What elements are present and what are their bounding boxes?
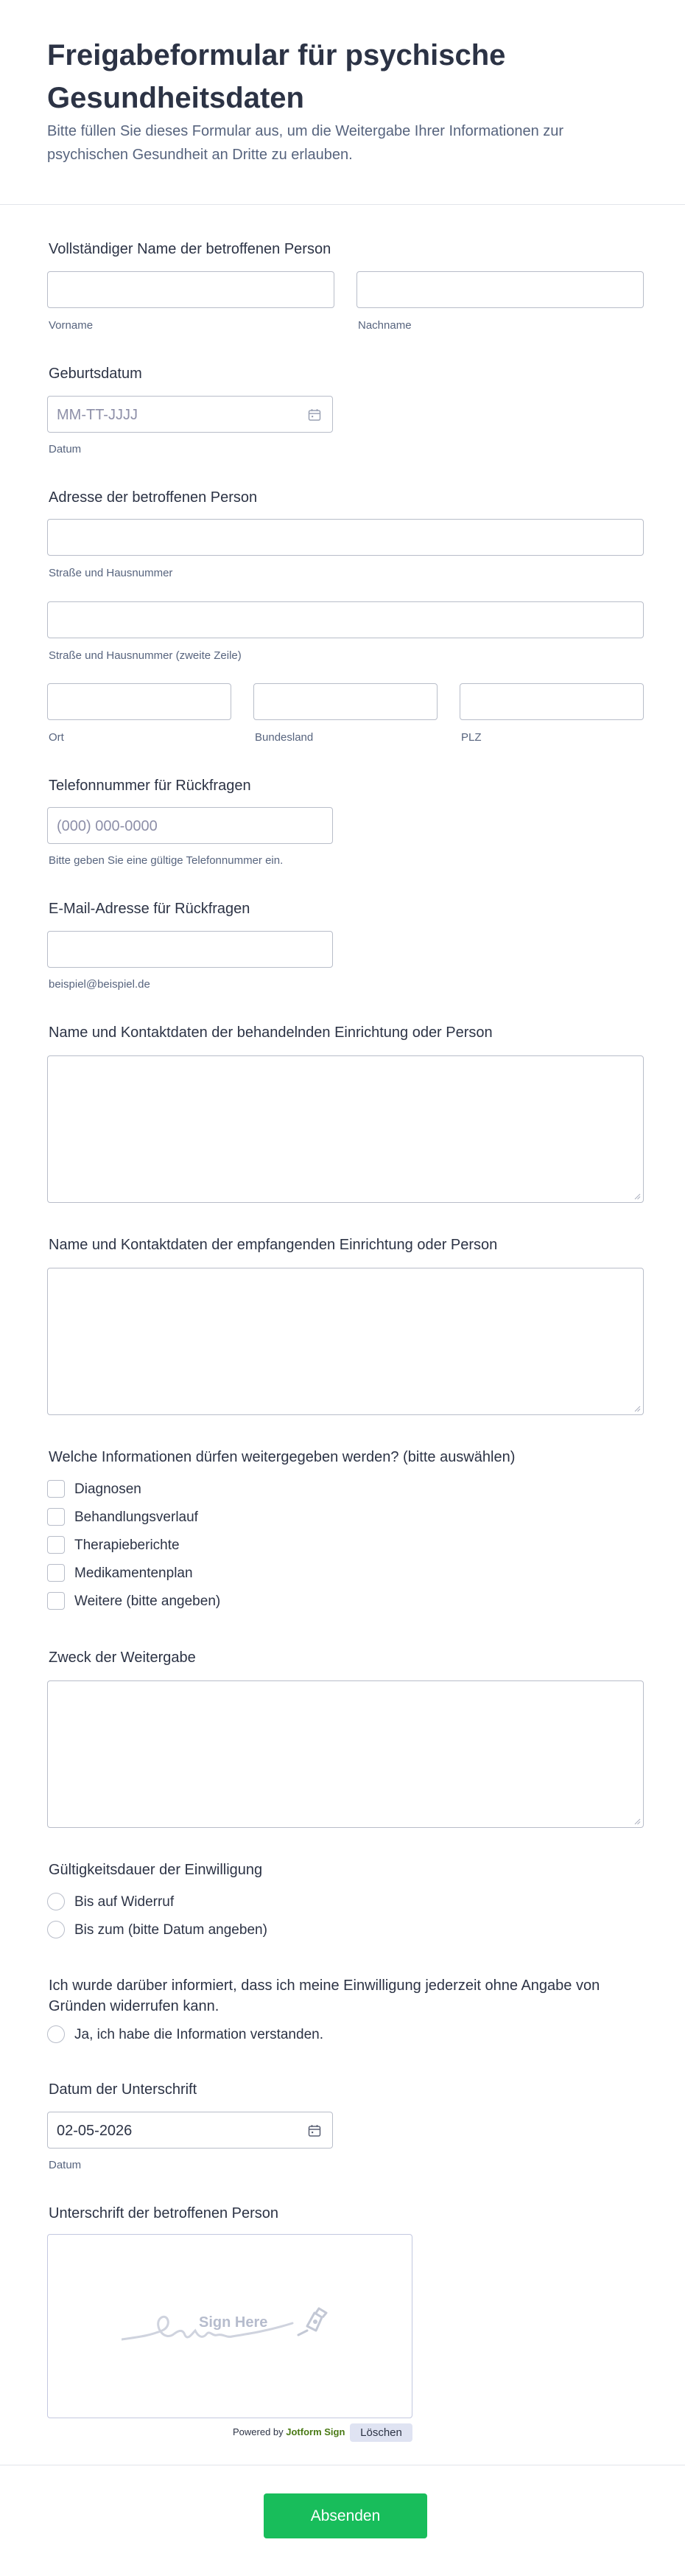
first-name-sublabel: Vorname <box>49 319 94 332</box>
purpose-label: Zweck der Weitergabe <box>49 1650 196 1666</box>
page-subtitle: Bitte füllen Sie dieses Formular aus, um die Weitergabe Ihrer Informationen zur psychischen Gesundheit an Dritte zu erlauben. <box>47 123 564 163</box>
option-label: Diagnosen <box>74 1481 141 1497</box>
recipient-textarea[interactable] <box>47 1268 644 1415</box>
phone-sublabel: Bitte geben Sie eine gültige Telefonnummer ein. <box>49 854 284 867</box>
city-input[interactable] <box>47 683 231 720</box>
page-title: Freigabeformular für psychische Gesundheitsdaten <box>47 39 506 114</box>
state-input[interactable] <box>253 683 438 720</box>
radio-button[interactable] <box>47 1921 65 1938</box>
signature-date-value: 02-05-2026 <box>57 2123 133 2139</box>
birthdate-input[interactable] <box>47 396 333 433</box>
option-label: Weitere (bitte angeben) <box>74 1594 221 1609</box>
form-header <box>0 0 685 205</box>
signature-pad[interactable] <box>47 2234 412 2418</box>
option-label: Bis auf Widerruf <box>74 1894 175 1910</box>
first-name-input[interactable] <box>47 271 334 308</box>
validity-label: Gültigkeitsdauer der Einwilligung <box>49 1862 263 1878</box>
option-label: Bis zum (bitte Datum angeben) <box>74 1922 267 1938</box>
email-input[interactable] <box>47 931 333 968</box>
purpose-textarea[interactable] <box>47 1680 644 1828</box>
calendar-icon[interactable] <box>307 2123 322 2138</box>
phone-label: Telefonnummer für Rückfragen <box>49 778 251 794</box>
email-label: E-Mail-Adresse für Rückfragen <box>49 901 250 917</box>
street-address-sublabel: Straße und Hausnummer <box>49 567 173 579</box>
street-address-line2-input[interactable] <box>47 601 644 638</box>
resize-grip-icon[interactable] <box>633 1818 641 1825</box>
signature-placeholder: Sign Here <box>199 2314 268 2331</box>
jotform-sign-brand[interactable]: Jotform Sign <box>286 2426 345 2437</box>
option-label: Behandlungsverlauf <box>74 1509 198 1525</box>
provider-label: Name und Kontaktdaten der behandelnden Einrichtung oder Person <box>49 1025 493 1041</box>
birthdate-placeholder: MM-TT-JJJJ <box>57 407 138 423</box>
option-label: Therapieberichte <box>74 1537 180 1553</box>
checkbox[interactable] <box>47 1508 65 1526</box>
resize-grip-icon[interactable] <box>633 1405 641 1412</box>
option-label: Ja, ich habe die Information verstanden. <box>74 2027 323 2042</box>
radio-button[interactable] <box>47 1893 65 1910</box>
resize-grip-icon[interactable] <box>633 1193 641 1200</box>
phone-placeholder: (000) 000-0000 <box>57 818 158 834</box>
state-sublabel: Bundesland <box>255 731 314 744</box>
signature-date-input[interactable] <box>47 2112 333 2149</box>
provider-textarea[interactable] <box>47 1055 644 1203</box>
address-label: Adresse der betroffenen Person <box>49 489 258 506</box>
zip-sublabel: PLZ <box>461 731 482 744</box>
last-name-sublabel: Nachname <box>358 319 412 332</box>
birthdate-sublabel: Datum <box>49 443 82 455</box>
calendar-icon[interactable] <box>307 408 322 422</box>
signature-label: Unterschrift der betroffenen Person <box>49 2205 279 2221</box>
phone-input[interactable] <box>47 807 333 844</box>
checkbox[interactable] <box>47 1536 65 1554</box>
clear-signature-button[interactable]: Löschen <box>350 2423 412 2442</box>
checkbox[interactable] <box>47 1564 65 1582</box>
option-label: Medikamentenplan <box>74 1566 193 1581</box>
checkbox[interactable] <box>47 1480 65 1498</box>
zip-input[interactable] <box>460 683 644 720</box>
signature-pen-icon <box>297 2307 329 2336</box>
last-name-input[interactable] <box>356 271 644 308</box>
signature-date-sublabel: Datum <box>49 2159 82 2171</box>
street-address-line2-sublabel: Straße und Hausnummer (zweite Zeile) <box>49 649 242 662</box>
radio-button[interactable] <box>47 2025 65 2043</box>
info-label: Welche Informationen dürfen weitergegeben werden? (bitte auswählen) <box>49 1449 516 1465</box>
submit-button[interactable]: Absenden <box>264 2493 427 2538</box>
full-name-label: Vollständiger Name der betroffenen Person <box>49 241 331 257</box>
recipient-label: Name und Kontaktdaten der empfangenden Einrichtung oder Person <box>49 1237 498 1253</box>
powered-prefix: Powered by <box>233 2426 287 2437</box>
checkbox[interactable] <box>47 1592 65 1610</box>
powered-by <box>233 2426 345 2439</box>
form-footer <box>0 2465 685 2576</box>
revocation-label: Ich wurde darüber informiert, dass ich meine Einwilligung jederzeit ohne Angabe von Gründen widerrufen kann. <box>49 1978 600 2014</box>
signature-date-label: Datum der Unterschrift <box>49 2081 197 2098</box>
email-sublabel: beispiel@beispiel.de <box>49 978 150 991</box>
city-sublabel: Ort <box>49 731 64 744</box>
birthdate-label: Geburtsdatum <box>49 366 142 382</box>
street-address-input[interactable] <box>47 519 644 556</box>
